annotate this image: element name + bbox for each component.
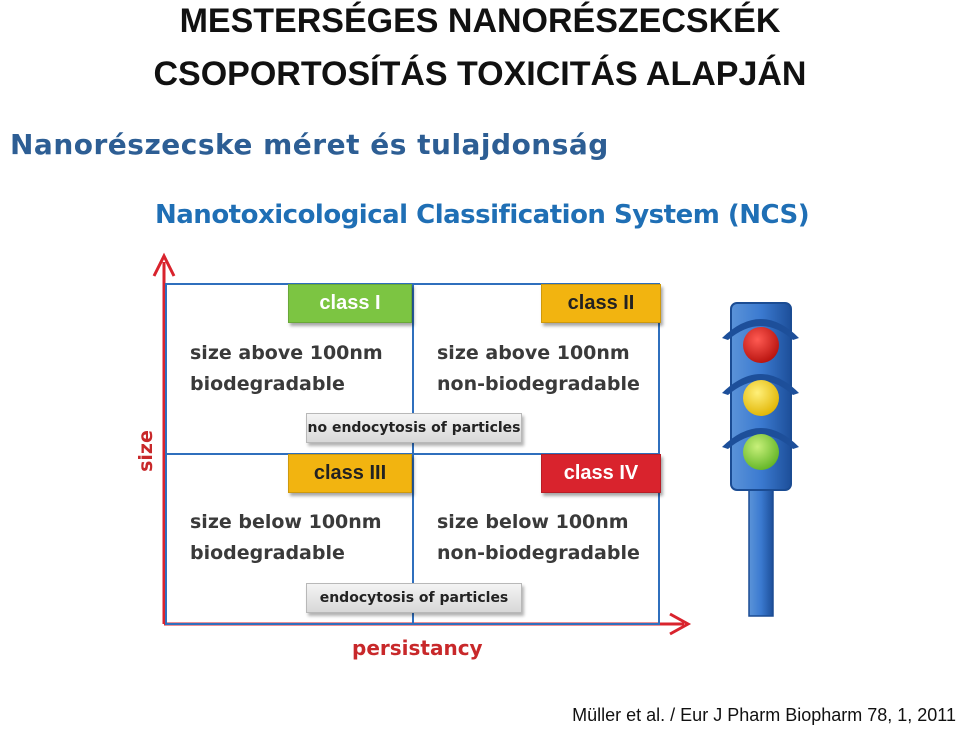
x-axis-label: persistancy [352, 636, 483, 660]
no-endocytosis-box: no endocytosis of particles [306, 413, 522, 443]
quadrant-2-line2: non-biodegradable [437, 373, 640, 395]
traffic-light-yellow [743, 380, 779, 416]
citation: Müller et al. / Eur J Pharm Biopharm 78, 1, 2011 [572, 705, 956, 725]
traffic-light-pole [749, 470, 773, 616]
quadrant-1-line2: biodegradable [190, 373, 345, 395]
class-3-label: class III [288, 454, 412, 493]
quadrant-2-text [437, 338, 640, 400]
endocytosis-box: endocytosis of particles [306, 583, 522, 613]
quadrant-1-line1: size above 100nm [190, 342, 383, 364]
slide-subtitle: Nanorészecske méret és tulajdonság [10, 128, 609, 161]
quadrant-1-text [190, 338, 383, 400]
quadrant-4-text [437, 507, 640, 569]
quadrant-2-line1: size above 100nm [437, 342, 630, 364]
diagram-title: Nanotoxicological Classification System (NCS) [155, 200, 810, 230]
class-1-label: class I [288, 284, 412, 323]
y-axis-label: size [135, 430, 157, 472]
quadrant-3-line2: biodegradable [190, 542, 345, 564]
traffic-light-green [743, 434, 779, 470]
slide-title-line2: CSOPORTOSÍTÁS TOXICITÁS ALAPJÁN [153, 55, 807, 93]
traffic-light-red [743, 327, 779, 363]
slide-title-line1: MESTERSÉGES NANORÉSZECSKÉK [179, 2, 781, 40]
quadrant-4-line1: size below 100nm [437, 511, 629, 533]
class-4-label: class IV [541, 454, 661, 493]
quadrant-4-line2: non-biodegradable [437, 542, 640, 564]
quadrant-3-text [190, 507, 382, 569]
class-2-label: class II [541, 284, 661, 323]
quadrant-3-line1: size below 100nm [190, 511, 382, 533]
